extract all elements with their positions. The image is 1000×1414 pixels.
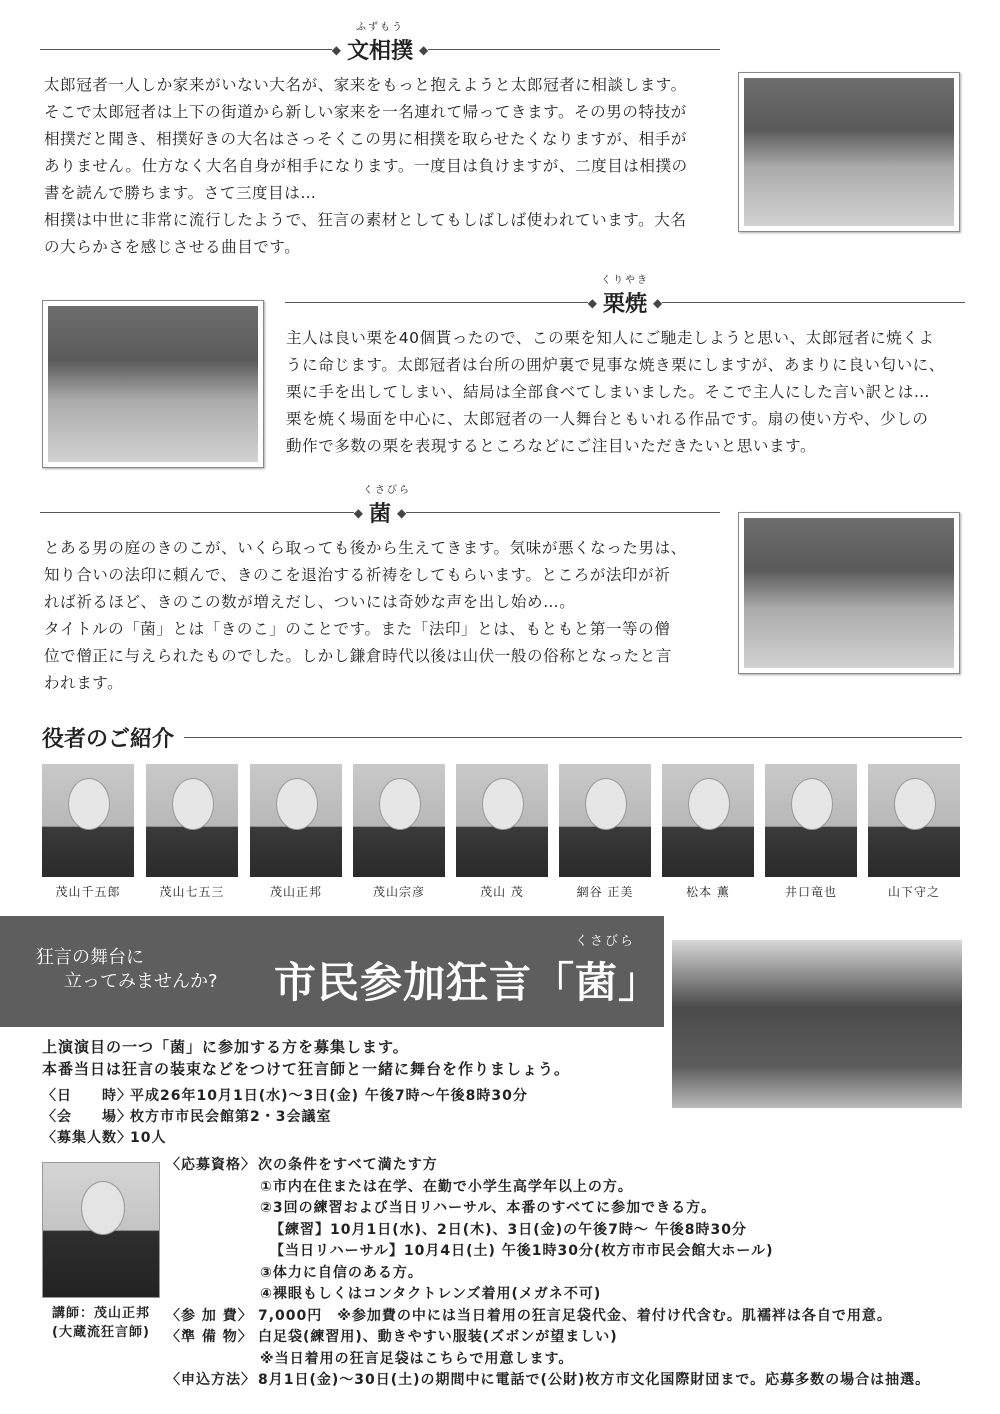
portrait-photo — [559, 764, 651, 877]
detail-eligibility — [166, 1155, 966, 1177]
cast-name: 茂山千五郎 — [55, 885, 121, 899]
description-line: うに命じます。太郎冠者は台所の囲炉裏で見事な焼き栗にしますが、あまりに良い匂いに、 — [286, 356, 945, 374]
play-description — [44, 535, 734, 697]
prep-note: ※当日着用の狂言足袋はこちらで用意します。 — [260, 1350, 574, 1367]
description-line: 書を読んで勝ちます。さて三度目は… — [44, 184, 317, 202]
cast-member — [42, 764, 134, 900]
portrait-photo — [250, 764, 342, 877]
play-title — [363, 485, 411, 528]
play-title-text: 文相撲 — [347, 38, 414, 64]
detail-label: 〈準 備 物〉 — [166, 1329, 253, 1345]
recruit-conditions — [166, 1155, 966, 1392]
detail-value: 7,000円 ※参加費の中には当日着用の狂言足袋代金、着付け代含む。肌襦袢は各自で用意。 — [258, 1307, 892, 1324]
intro-line: 本番当日は狂言の装束などをつけて狂言師と一緒に舞台を作りましょう。 — [42, 1060, 571, 1078]
photo-image — [744, 78, 954, 226]
cast-member — [250, 764, 342, 900]
cast-name: 茂山 茂 — [480, 885, 524, 899]
cast-name: 茂山正邦 — [269, 885, 322, 899]
play-description — [286, 325, 966, 460]
banner-subtitle-line: 立ってみませんか? — [64, 971, 218, 992]
detail-label: 〈会 場〉 — [42, 1109, 132, 1125]
description-line: 相撲だと聞き、相撲好きの大名はさっそくこの男に相撲を取らせたくなりますが、相手が — [44, 130, 687, 148]
intro-line: 上演演目の一つ「菌」に参加する方を募集します。 — [42, 1038, 409, 1056]
cast-member — [559, 764, 651, 900]
recruit-intro — [42, 1036, 570, 1080]
description-line: タイトルの「菌」とは「きのこ」のことです。また「法印」とは、もともと第一等の僧 — [44, 620, 671, 638]
cast-name: 茂山宗彦 — [372, 885, 425, 899]
heading-rule — [40, 49, 332, 50]
teacher-name: 講師：茂山正邦 — [51, 1306, 150, 1321]
portrait-photo — [868, 764, 960, 877]
detail-label: 〈申込方法〉 — [166, 1372, 256, 1388]
portrait-photo — [353, 764, 445, 877]
cast-heading-text: 役者のご紹介 — [42, 726, 175, 752]
diamond-icon: ◆ — [587, 295, 597, 310]
description-line: れば祈るほど、きのこの数が増えだし、ついには奇妙な声を出し始め…。 — [44, 593, 576, 611]
play-photo — [738, 72, 960, 232]
banner-ruby: くさびら — [575, 934, 636, 949]
condition-item: ②3回の練習および当日リハーサル、本番のすべてに参加できる方。 — [260, 1200, 717, 1216]
heading-rule — [406, 512, 720, 513]
description-line: 主人は良い栗を40個貰ったので、この栗を知人にご馳走しようと思い、太郎冠者に焼くよ — [286, 329, 935, 347]
cast-member — [456, 764, 548, 900]
detail-fee — [166, 1306, 966, 1328]
section-heading-kuriyaki — [285, 275, 965, 318]
description-line: 太郎冠者一人しか家来がいない大名が、家来をもっと抱えようと太郎冠者に相談します。 — [44, 76, 687, 94]
description-line: 栗に手を出してしまい、結局は全部食べてしまいました。そこで主人にした言い訳とは… — [286, 383, 931, 401]
detail-label: 〈参 加 費〉 — [166, 1307, 253, 1324]
play-title-ruby: くりやき — [601, 275, 649, 286]
section-heading-kusabira — [40, 485, 720, 528]
portrait-photo — [662, 764, 754, 877]
detail-prep — [166, 1327, 966, 1349]
condition-item: ①市内在住または在学、在勤で小学生高学年以上の方。 — [260, 1178, 633, 1195]
description-line: われます。 — [44, 674, 124, 692]
detail-capacity — [42, 1128, 528, 1149]
detail-label: 〈日 時〉 — [42, 1088, 132, 1104]
heading-rule — [40, 512, 354, 513]
teacher-photo — [42, 1162, 160, 1298]
photo-image — [744, 518, 954, 668]
portrait-photo — [42, 764, 134, 877]
detail-label: 〈応募資格〉 — [166, 1157, 256, 1173]
recruit-banner — [0, 916, 664, 1027]
diamond-icon: ◆ — [419, 42, 429, 57]
description-line: とある男の庭のきのこが、いくら取っても後から生えてきます。気味が悪くなった男は、 — [44, 539, 687, 557]
play-title — [341, 22, 419, 65]
detail-label: 〈募集人数〉 — [42, 1130, 132, 1146]
detail-venue — [42, 1107, 528, 1128]
detail-value: 枚方市市民会館第2・3会議室 — [130, 1109, 332, 1125]
detail-apply — [166, 1370, 966, 1392]
play-title-ruby: くさびら — [363, 485, 411, 496]
play-title-text: 栗焼 — [603, 291, 648, 317]
heading-rule — [285, 302, 588, 303]
description-line: 栗を焼く場面を中心に、太郎冠者の一人舞台ともいれる作品です。扇の使い方や、少しの — [286, 410, 929, 428]
heading-rule — [184, 737, 962, 738]
description-line: 動作で多数の栗を表現するところなどにご注目いただきたいと思います。 — [286, 437, 817, 455]
diamond-icon: ◆ — [653, 295, 663, 310]
cast-member — [765, 764, 857, 900]
portrait-photo — [456, 764, 548, 877]
banner-title: 市民参加狂言「菌」 — [274, 958, 662, 1007]
description-line: 位で僧正に与えられたものでした。しかし鎌倉時代以後は山伏一般の俗称となったと言 — [44, 647, 672, 665]
teacher-school: (大蔵流狂言師) — [52, 1325, 150, 1340]
cast-name: 山下守之 — [887, 885, 940, 899]
portrait-photo — [765, 764, 857, 877]
cast-name: 茂山七五三 — [159, 885, 225, 899]
heading-rule — [662, 302, 965, 303]
diamond-icon: ◆ — [353, 505, 363, 520]
play-photo — [42, 300, 264, 468]
detail-value: 10人 — [130, 1130, 167, 1146]
description-line: の大らかさを感じさせる曲目です。 — [44, 238, 301, 256]
cast-name: 井口竜也 — [784, 885, 837, 899]
recruit-details — [42, 1086, 528, 1149]
cast-member — [146, 764, 238, 900]
play-description — [44, 72, 734, 261]
photo-image — [43, 1163, 159, 1297]
play-title — [597, 275, 653, 318]
banner-subtitle — [36, 946, 218, 994]
play-photo — [738, 512, 960, 674]
cast-name: 網谷 正美 — [576, 885, 634, 899]
cast-member — [662, 764, 754, 900]
photo-image — [672, 940, 962, 1108]
diamond-icon: ◆ — [397, 505, 407, 520]
description-line: ありません。仕方なく大名自身が相手になります。一度目は負けますが、二度目は相撲の — [44, 157, 688, 175]
detail-value: 平成26年10月1日(水)～3日(金) 午後7時～午後8時30分 — [130, 1088, 528, 1104]
detail-value: 次の条件をすべて満たす方 — [258, 1157, 438, 1173]
description-line: そこで太郎冠者は上下の街道から新しい家来を一名連れて帰ってきます。その男の特技が — [44, 103, 687, 121]
cast-name: 松本 薫 — [686, 885, 730, 899]
detail-value: 白足袋(練習用)、動きやすい服装(ズボンが望ましい) — [258, 1329, 618, 1345]
heading-rule — [428, 49, 720, 50]
banner-subtitle-line: 狂言の舞台に — [36, 947, 144, 968]
practice-schedule: 【練習】10月1日(水)、2日(木)、3日(金)の午後7時～ 午後8時30分 — [270, 1221, 747, 1238]
detail-value: 8月1日(金)～30日(土)の期間中に電話で(公財)枚方市文化国際財団まで。応募多数の場合は抽選。 — [258, 1372, 931, 1388]
diamond-icon: ◆ — [331, 42, 341, 57]
description-line: 相撲は中世に非常に流行したようで、狂言の素材としてもしばしば使われています。大名 — [44, 211, 687, 229]
cast-heading — [42, 722, 962, 753]
stage-photo — [672, 940, 962, 1108]
play-title-ruby: ふずもう — [356, 22, 404, 33]
condition-item: ③体力に自信のある方。 — [260, 1264, 423, 1281]
play-title-text: 菌 — [369, 501, 392, 527]
cast-member — [353, 764, 445, 900]
condition-item: ④裸眼もしくはコンタクトレンズ着用(メガネ不可) — [260, 1286, 602, 1302]
rehearsal-schedule: 【当日リハーサル】10月4日(土) 午後1時30分(枚方市市民会館大ホール) — [270, 1243, 774, 1259]
portrait-photo — [146, 764, 238, 877]
photo-image — [48, 306, 258, 462]
cast-member — [868, 764, 960, 900]
description-line: 知り合いの法印に頼んで、きのこを退治する祈祷をしてもらいます。ところが法印が祈 — [44, 566, 671, 584]
section-heading-fuzumou — [40, 22, 720, 65]
teacher-caption — [42, 1304, 160, 1342]
detail-date — [42, 1086, 528, 1107]
